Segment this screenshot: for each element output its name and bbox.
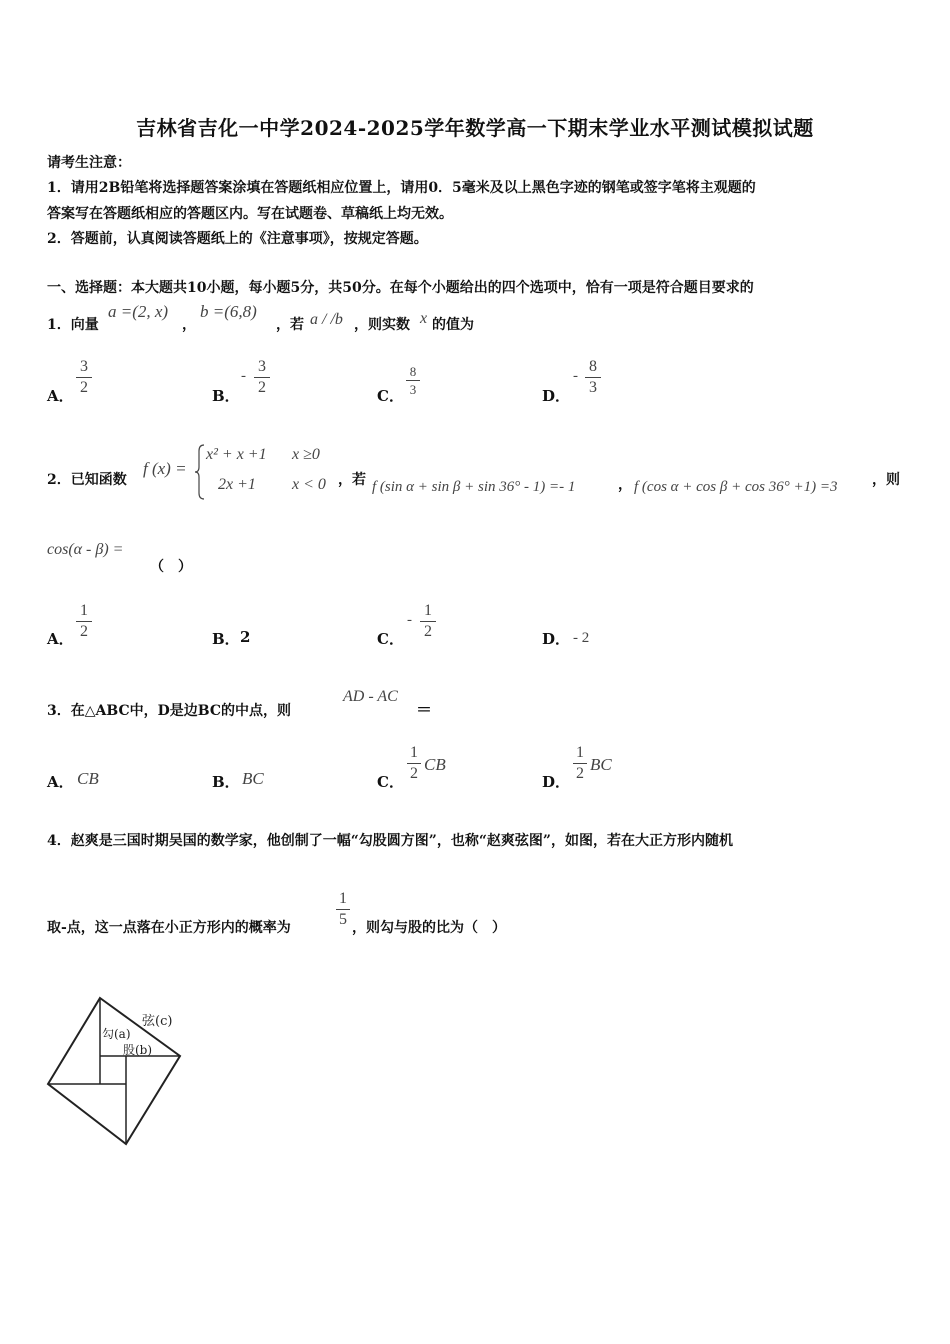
q2-case-2-expression: 2x +1: [218, 476, 256, 493]
q2-option-b-value: 2: [240, 628, 251, 646]
fraction-numerator: 1: [339, 890, 347, 907]
q2-option-b-label[interactable]: B．: [212, 630, 240, 648]
notice-line-2: 答案写在答题纸相应的答题区内。写在试题卷、草稿纸上均无效。: [47, 206, 453, 222]
q4-line-2-suffix: ，则勾与股的比为（ ）: [352, 920, 506, 936]
zhao-shuang-diagram: [40, 990, 190, 1150]
fig-label-xian: 弦(c): [142, 1014, 173, 1029]
fraction-denominator: 2: [410, 765, 418, 782]
q2-piecewise-brace: [194, 443, 206, 501]
q1-option-b-label[interactable]: B．: [212, 387, 240, 405]
fraction-numerator: 1: [576, 744, 584, 761]
q1-tail: 的值为: [432, 317, 474, 333]
q4-line-2-prefix: 取-点，这一点落在小正方形内的概率为: [47, 920, 291, 936]
q2-option-d-value: - 2: [573, 630, 590, 646]
q1-vector-a: a =(2, x): [108, 302, 169, 321]
fraction-denominator: 2: [424, 623, 432, 640]
q2-case-2-condition: x < 0: [292, 476, 326, 493]
q2-option-c-label[interactable]: C．: [377, 630, 404, 648]
notice-line-1: 1．请用2B铅笔将选择题答案涂填在答题纸相应位置上，请用0．5毫米及以上黑色字迹的钢笔或签字笔将主观题的: [47, 180, 756, 196]
q4-line-1: 4．赵爽是三国时期吴国的数学家，他创制了一幅“勾股圆方图”，也称“赵爽弦图”，如图，若在大正方形内随机: [47, 833, 733, 849]
q2-case-1-condition: x ≥0: [292, 446, 320, 463]
q1-prefix: 1．向量: [47, 317, 99, 333]
q1-option-c-label[interactable]: C．: [377, 387, 404, 405]
q1-vector-b: b =(6,8): [200, 302, 257, 321]
q1-condition: a / /b: [310, 311, 343, 328]
fraction-denominator: 2: [80, 379, 88, 396]
fraction-denominator: 3: [409, 382, 417, 397]
q2-equation-2: f (cos α + cos β + cos 36° +1) =3: [634, 479, 838, 495]
fraction-numerator: 1: [410, 744, 418, 761]
q2-case-1-expression: x² + x +1: [206, 446, 267, 463]
q3-expression: AD - AC: [343, 688, 398, 705]
fraction-denominator: 3: [589, 379, 597, 396]
notice-line-3: 2．答题前，认真阅读答题纸上的《注意事项》，按规定答题。: [47, 231, 428, 247]
q2-answer-paren: （ ）: [150, 559, 192, 575]
q2-option-c-sign: -: [407, 612, 412, 628]
q3-option-b-label[interactable]: B．: [212, 773, 240, 791]
q1-variable: x: [420, 310, 428, 327]
q1-option-d-label[interactable]: D．: [542, 387, 571, 405]
fraction-numerator: 1: [80, 602, 88, 619]
q3-option-a-value: CB: [77, 769, 99, 788]
q3-option-b-value: BC: [242, 769, 264, 788]
q2-option-d-label[interactable]: D．: [542, 630, 571, 648]
fraction-numerator: 8: [589, 358, 597, 375]
q2-ze: ，则: [872, 472, 900, 488]
q2-function-name: f (x) =: [143, 459, 187, 478]
q2-option-a-fraction: [76, 602, 92, 641]
q1-tail-prefix: ，则实数: [354, 317, 410, 333]
q3-text: 3．在△ABC中，D是边BC的中点，则: [47, 703, 291, 719]
q2-prefix: 2．已知函数: [47, 472, 127, 488]
q2-option-a-label[interactable]: A．: [47, 630, 74, 648]
fraction-denominator: 2: [576, 765, 584, 782]
q2-option-c-fraction: [420, 602, 436, 641]
q1-option-b-sign: -: [241, 368, 246, 384]
q3-option-d-fraction: [573, 744, 587, 783]
q1-option-d-sign: -: [573, 368, 578, 384]
fraction-denominator: 5: [339, 911, 347, 928]
q1-comma: ，: [182, 317, 196, 333]
q2-separator: ，: [618, 477, 632, 493]
fraction-numerator: 3: [80, 358, 88, 375]
q1-cond-prefix: ，若: [276, 317, 304, 333]
q3-option-c-fraction: [407, 744, 421, 783]
fraction-denominator: 2: [80, 623, 88, 640]
q1-option-d-fraction: [585, 358, 601, 397]
q3-option-c-value: CB: [424, 755, 446, 774]
fraction-numerator: 3: [258, 358, 266, 375]
fig-label-gu: 股(b): [123, 1043, 153, 1057]
fraction-numerator: 1: [424, 602, 432, 619]
q3-option-c-label[interactable]: C．: [377, 773, 404, 791]
q3-option-d-value: BC: [590, 755, 612, 774]
q3-equals: ＝: [416, 700, 433, 719]
q4-probability-fraction: [336, 890, 350, 929]
q2-cos-expression: cos(α - β) =: [47, 541, 124, 558]
fraction-denominator: 2: [258, 379, 266, 396]
section-heading: 一、选择题：本大题共10小题，每小题5分，共50分。在每个小题给出的四个选项中，恰有一项是符合题目要求的: [47, 280, 754, 296]
fig-label-gou: 勾(a): [102, 1027, 131, 1041]
q2-ruo: ，若: [338, 472, 366, 488]
fraction-numerator: 8: [409, 364, 417, 379]
q3-option-a-label[interactable]: A．: [47, 773, 74, 791]
q1-option-b-fraction: [254, 358, 270, 397]
q2-equation-1: f (sin α + sin β + sin 36° - 1) =- 1: [372, 479, 576, 495]
page-title: 吉林省吉化一中学2024-2025学年数学高一下期末学业水平测试模拟试题: [136, 116, 814, 140]
q3-option-d-label[interactable]: D．: [542, 773, 571, 791]
q1-option-c-fraction: [406, 364, 420, 397]
q1-option-a-label[interactable]: A．: [47, 387, 74, 405]
q1-option-a-fraction: [76, 358, 92, 397]
notice-heading: 请考生注意：: [47, 155, 131, 171]
